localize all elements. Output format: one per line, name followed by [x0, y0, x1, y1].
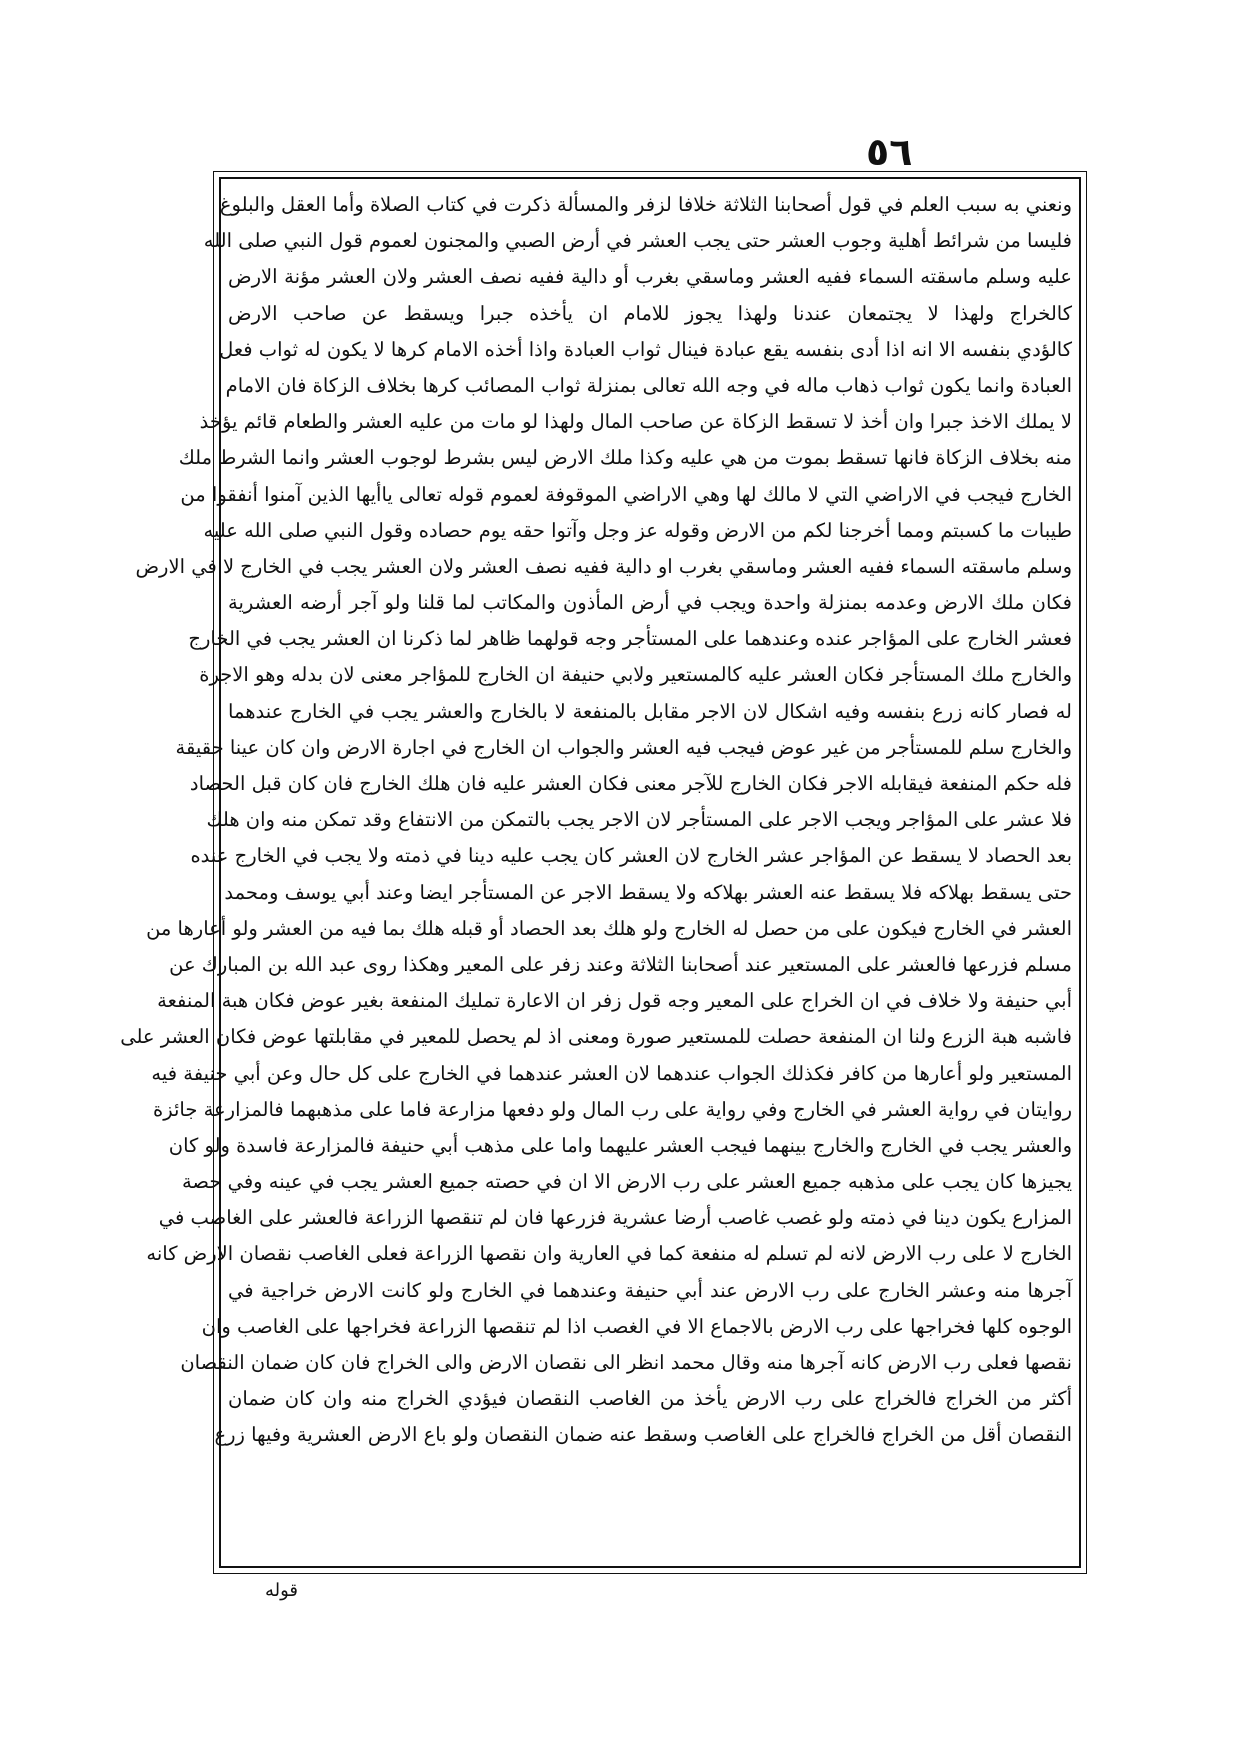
text-line: أكثر من الخراج فالخراج على رب الارض يأخذ من الغاصب النقصان فيؤدي الخراج منه وان كان ضمان: [228, 1387, 1072, 1411]
text-line: والخارج ملك المستأجر فكان العشر عليه كالمستعير ولابي حنيفة ان الخارج للمؤاجر معنى لان بدله وهو الاجرة: [199, 663, 1072, 687]
text-line: العبادة وانما يكون ثواب ذهاب ماله في وجه الله تعالى بمنزلة ثواب المصائب كرها بخلاف الزكاة فان الامام: [225, 373, 1072, 397]
text-line: فله حكم المنفعة فيقابله الاجر فكان الخارج للآجر معنى فكان العشر عليه فان هلك الخارج فان كان قبل الحصاد: [189, 772, 1072, 795]
text-line: بعد الحصاد لا يسقط عن المؤاجر عشر الخارج لان العشر كان يجب عليه دينا في ذمته ولا يجب في الخارج عنده: [190, 844, 1072, 868]
text-line: فاشبه هبة الزرع ولنا ان المنفعة حصلت للمستعير صورة ومعنى اذ لم يحصل للمعير في مقابلتها عوض فكان العشر على: [120, 1025, 1072, 1049]
text-line: الخارج لا على رب الارض لانه لم تسلم له منفعة كما في العارية وان نقصها الزراعة فعلى الغاصب نقصان الارض كانه: [146, 1242, 1072, 1266]
text-line: نقصها فعلى رب الارض كانه آجرها منه وقال محمد انظر الى نقصان الارض والى الخراج فان كان ضمان النقصان: [180, 1351, 1072, 1374]
text-line: فكان ملك الارض وعدمه بمنزلة واحدة ويجب في أرض المأذون والمكاتب لما قلنا ولو آجر أرضه العشرية: [228, 591, 1072, 615]
text-line: مسلم فزرعها فالعشر على المستعير عند أصحابنا الثلاثة وعند زفر على المعير وهكذا روى عبد الله بن المبارك عن: [169, 952, 1072, 976]
text-line: المزارع يكون دينا في ذمته ولو غصب غاصب أرضا عشرية فزرعها فان لم تنقصها الزراعة فالعشر على الغاصب في: [158, 1206, 1072, 1230]
text-line: النقصان أقل من الخراج فالخراج على الغاصب وسقط عنه ضمان النقصان ولو باع الارض العشرية وفيها زرع: [214, 1423, 1072, 1447]
body-text: [120, 187, 1072, 1454]
text-line: المستعير ولو أعارها من كافر فكذلك الجواب عندهما لان العشر عندهما في الخارج على كل حال وعن أبي حنيفة فيه: [151, 1061, 1072, 1085]
text-line: لا يملك الاخذ جبرا وان أخذ لا تسقط الزكاة عن صاحب المال ولهذا لو مات من عليه العشر والطعام قائم يؤخذ: [199, 410, 1072, 434]
text-line: الخارج فيجب في الاراضي التي لا مالك لها وهي الاراضي الموقوفة لعموم قوله تعالى ياأيها الذين آمنوا أنفقوا من: [180, 482, 1072, 506]
text-line: فلا عشر على المؤاجر ويجب الاجر على المستأجر لان الاجر يجب بالتمكن من الانتفاع وقد تمكن منه وان هلك: [206, 808, 1072, 832]
text-line: آجرها منه وعشر الخارج على رب الارض عند أبي حنيفة وعندهما في الخارج ولو كانت الارض خراجية في: [228, 1278, 1072, 1302]
text-line: يجيزها كان يجب على مذهبه جميع العشر على رب الارض الا ان في حصته جميع العشر يجب في عينه وفي حصة: [181, 1170, 1072, 1194]
text-line: له فصار كانه زرع بنفسه وفيه اشكال لان الاجر مقابل بالمنفعة لا بالخارج والعشر يجب في الخارج عندهما: [228, 699, 1072, 723]
text-line: وسلم ماسقته السماء ففيه العشر وماسقي بغرب او دالية ففيه نصف العشر ولان العشر يجب في الخارج لا في الارض: [135, 554, 1072, 578]
catchword: قوله: [265, 1580, 299, 1601]
text-line: كالؤدي بنفسه الا انه اذا أدى بنفسه يقع عبادة فينال ثواب العبادة واذا أخذه الامام كرها لا يكون له ثواب فعل: [219, 337, 1072, 361]
text-line: روايتان في رواية العشر في الخارج وفي رواية على رب المال ولو دفعها مزارعة فاما على مذهبهما فالمزارعة جائزة: [153, 1097, 1072, 1121]
text-line: طيبات ما كسبتم ومما أخرجنا لكم من الارض وقوله عز وجل وآتوا حقه يوم حصاده وقول النبي صلى الله عليه: [203, 518, 1072, 542]
text-line: أبي حنيفة ولا خلاف في ان الخراج على المعير وجه قول زفر ان الاعارة تمليك المنفعة بغير عوض فكان هبة المنفعة: [157, 989, 1072, 1013]
text-line: والعشر يجب في الخارج والخارج بينهما فيجب العشر عليهما واما على مذهب أبي حنيفة فالمزارعة فاسدة ولو كان: [168, 1133, 1072, 1157]
text-line: ونعني به سبب العلم في قول أصحابنا الثلاثة خلافا لزفر والمسألة ذكرت في كتاب الصلاة وأما العقل والبلوغ: [219, 193, 1072, 216]
text-line: حتى يسقط بهلاكه فلا يسقط عنه العشر بهلاكه ولا يسقط الاجر عن المستأجر ايضا وعند أبي يوسف ومحمد: [224, 880, 1072, 904]
text-line: والخارج سلم للمستأجر من غير عوض فيجب فيه العشر والجواب ان الخارج في اجارة الارض وان كان عينا حقيقة: [175, 735, 1072, 759]
text-line: كالخراج ولهذا لا يجتمعان عندنا ولهذا يجوز للامام ان يأخذه جبرا ويسقط عن صاحب الارض: [228, 301, 1072, 325]
text-line: العشر في الخارج فيكون على من حصل له الخارج ولو هلك بعد الحصاد أو قبله هلك بما فيه من العشر ولو أعارها من: [146, 916, 1072, 940]
text-line: الوجوه كلها فخراجها على رب الارض بالاجماع الا في الغصب اذا لم تنقصها الزراعة فخراجها على الغاصب وان: [201, 1314, 1072, 1338]
text-line: فليسا من شرائط أهلية وجوب العشر حتى يجب العشر في أرض الصبي والمجنون لعموم قول النبي صلى الله: [203, 229, 1072, 253]
page-number: ٥٦: [866, 130, 913, 174]
text-line: عليه وسلم ماسقته السماء ففيه العشر وماسقي بغرب أو دالية ففيه نصف العشر ولان العشر مؤنة الارض: [228, 265, 1072, 289]
text-line: منه بخلاف الزكاة فانها تسقط بموت من هي عليه وكذا ملك الارض ليس بشرط لوجوب العشر وانما الشرط ملك: [178, 446, 1072, 470]
text-line: فعشر الخارج على المؤاجر عنده وعندهما على المستأجر وجه قولهما ظاهر لما ذكرنا ان العشر يجب في الخارج: [188, 627, 1072, 651]
